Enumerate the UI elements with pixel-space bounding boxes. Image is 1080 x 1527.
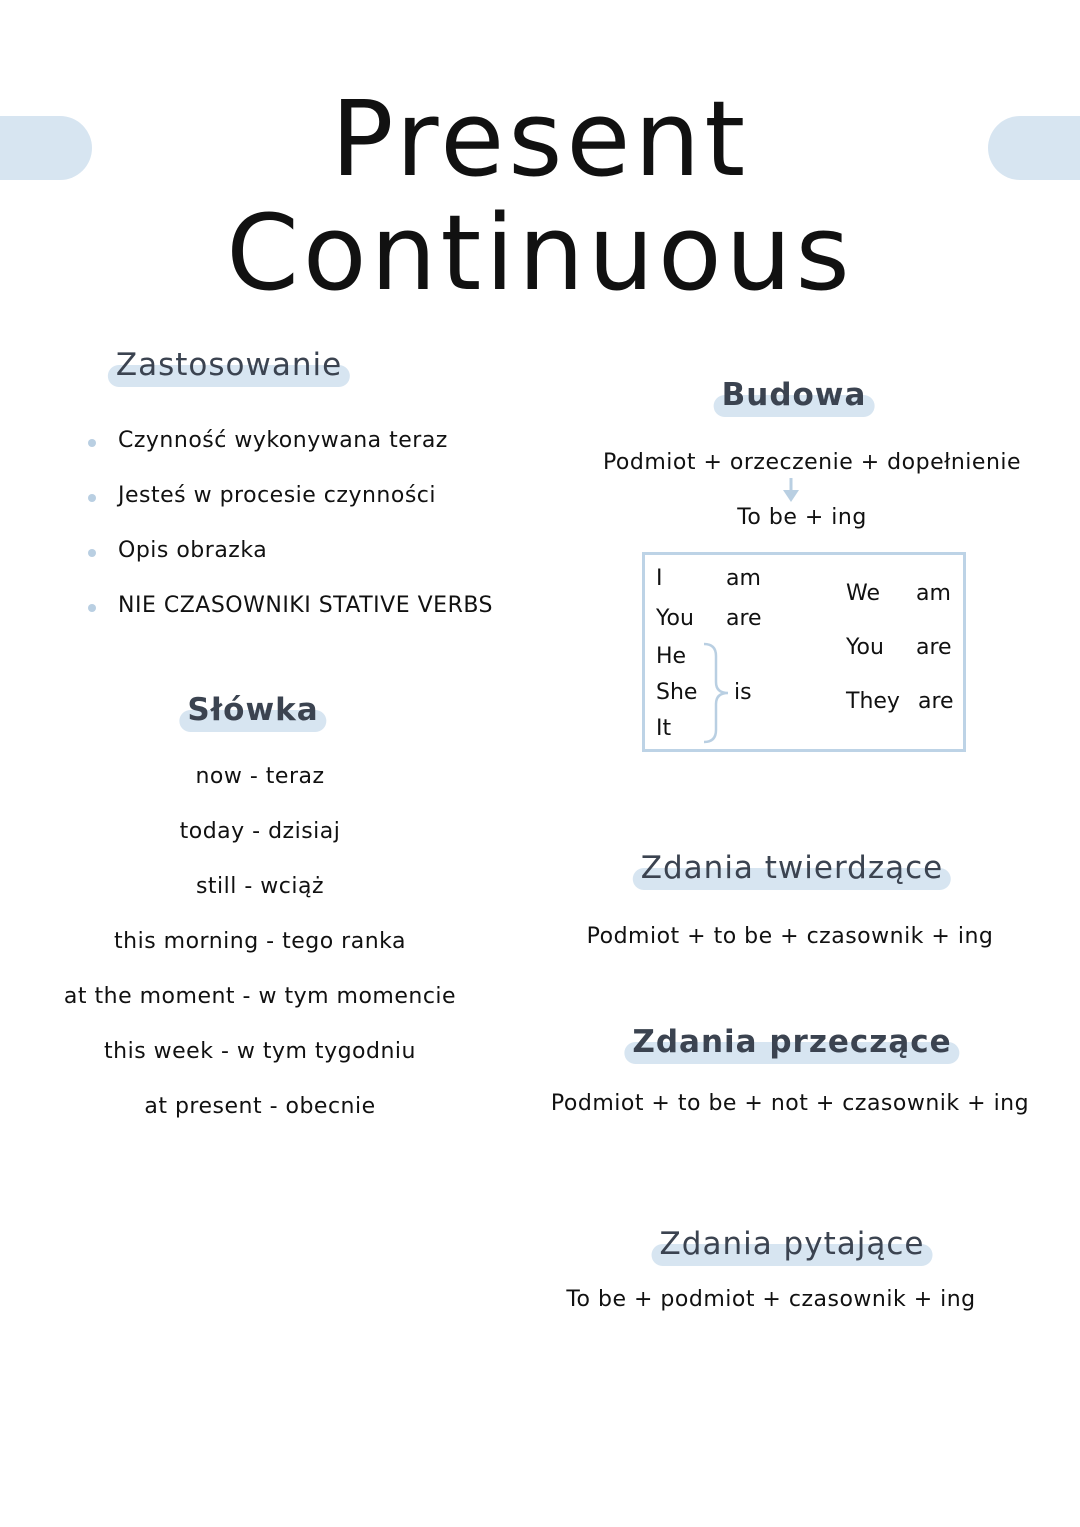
pronoun: You bbox=[846, 635, 884, 660]
pronoun: It bbox=[656, 716, 672, 741]
verb: are bbox=[918, 689, 954, 714]
affirmative-heading bbox=[640, 850, 944, 886]
vocab-item: this morning - tego ranka bbox=[114, 929, 406, 954]
list-item: Opis obrazka bbox=[88, 538, 493, 593]
usage-list bbox=[88, 428, 493, 648]
verb: am bbox=[916, 581, 951, 606]
negative-heading-label: Zdania przeczące bbox=[632, 1024, 952, 1060]
pronoun: He bbox=[656, 644, 687, 669]
pronoun: We bbox=[846, 581, 880, 606]
vocab-item: today - dzisiaj bbox=[179, 819, 341, 844]
brace-icon bbox=[700, 642, 730, 744]
questions-formula: To be + podmiot + czasownik + ing bbox=[566, 1287, 976, 1312]
verb: am bbox=[726, 566, 761, 591]
structure-heading bbox=[721, 377, 867, 413]
bullet-icon bbox=[88, 439, 96, 447]
arrow-down-icon bbox=[783, 478, 799, 502]
affirmative-formula: Podmiot + to be + czasownik + ing bbox=[586, 924, 994, 949]
bullet-icon bbox=[88, 494, 96, 502]
questions-heading-label: Zdania pytające bbox=[659, 1226, 925, 1262]
pronoun: She bbox=[656, 680, 698, 705]
page-title: Present Continuous bbox=[226, 78, 854, 315]
affirmative-heading-label: Zdania twierdzące bbox=[640, 850, 944, 886]
negative-formula: Podmiot + to be + not + czasownik + ing bbox=[550, 1091, 1030, 1116]
vocab-item: at the moment - w tym momencie bbox=[63, 984, 457, 1009]
usage-heading-label: Zastosowanie bbox=[115, 347, 343, 383]
verb: is bbox=[734, 680, 752, 705]
questions-heading bbox=[659, 1226, 925, 1262]
vocab-heading-label: Słówka bbox=[187, 692, 319, 728]
vocab-item: still - wciąż bbox=[195, 874, 325, 899]
vocab-item: now - teraz bbox=[195, 764, 325, 789]
list-item: NIE CZASOWNIKI STATIVE VERBS bbox=[88, 593, 493, 648]
list-item: Czynność wykonywana teraz bbox=[88, 428, 493, 483]
pronoun: They bbox=[846, 689, 900, 714]
structure-sub-formula: To be + ing bbox=[737, 505, 867, 530]
bullet-icon bbox=[88, 549, 96, 557]
negative-heading bbox=[632, 1024, 952, 1060]
verb: are bbox=[726, 606, 762, 631]
usage-heading bbox=[115, 347, 343, 383]
list-item: Jesteś w procesie czynności bbox=[88, 483, 493, 538]
pronoun: I bbox=[656, 566, 663, 591]
structure-formula: Podmiot + orzeczenie + dopełnienie bbox=[602, 450, 1022, 475]
verb: are bbox=[916, 635, 952, 660]
structure-heading-label: Budowa bbox=[721, 377, 867, 413]
bullet-icon bbox=[88, 604, 96, 612]
vocab-heading bbox=[187, 692, 319, 728]
vocab-item: this week - w tym tygodniu bbox=[104, 1039, 416, 1064]
pronoun: You bbox=[656, 606, 694, 631]
vocab-item: at present - obecnie bbox=[144, 1094, 376, 1119]
